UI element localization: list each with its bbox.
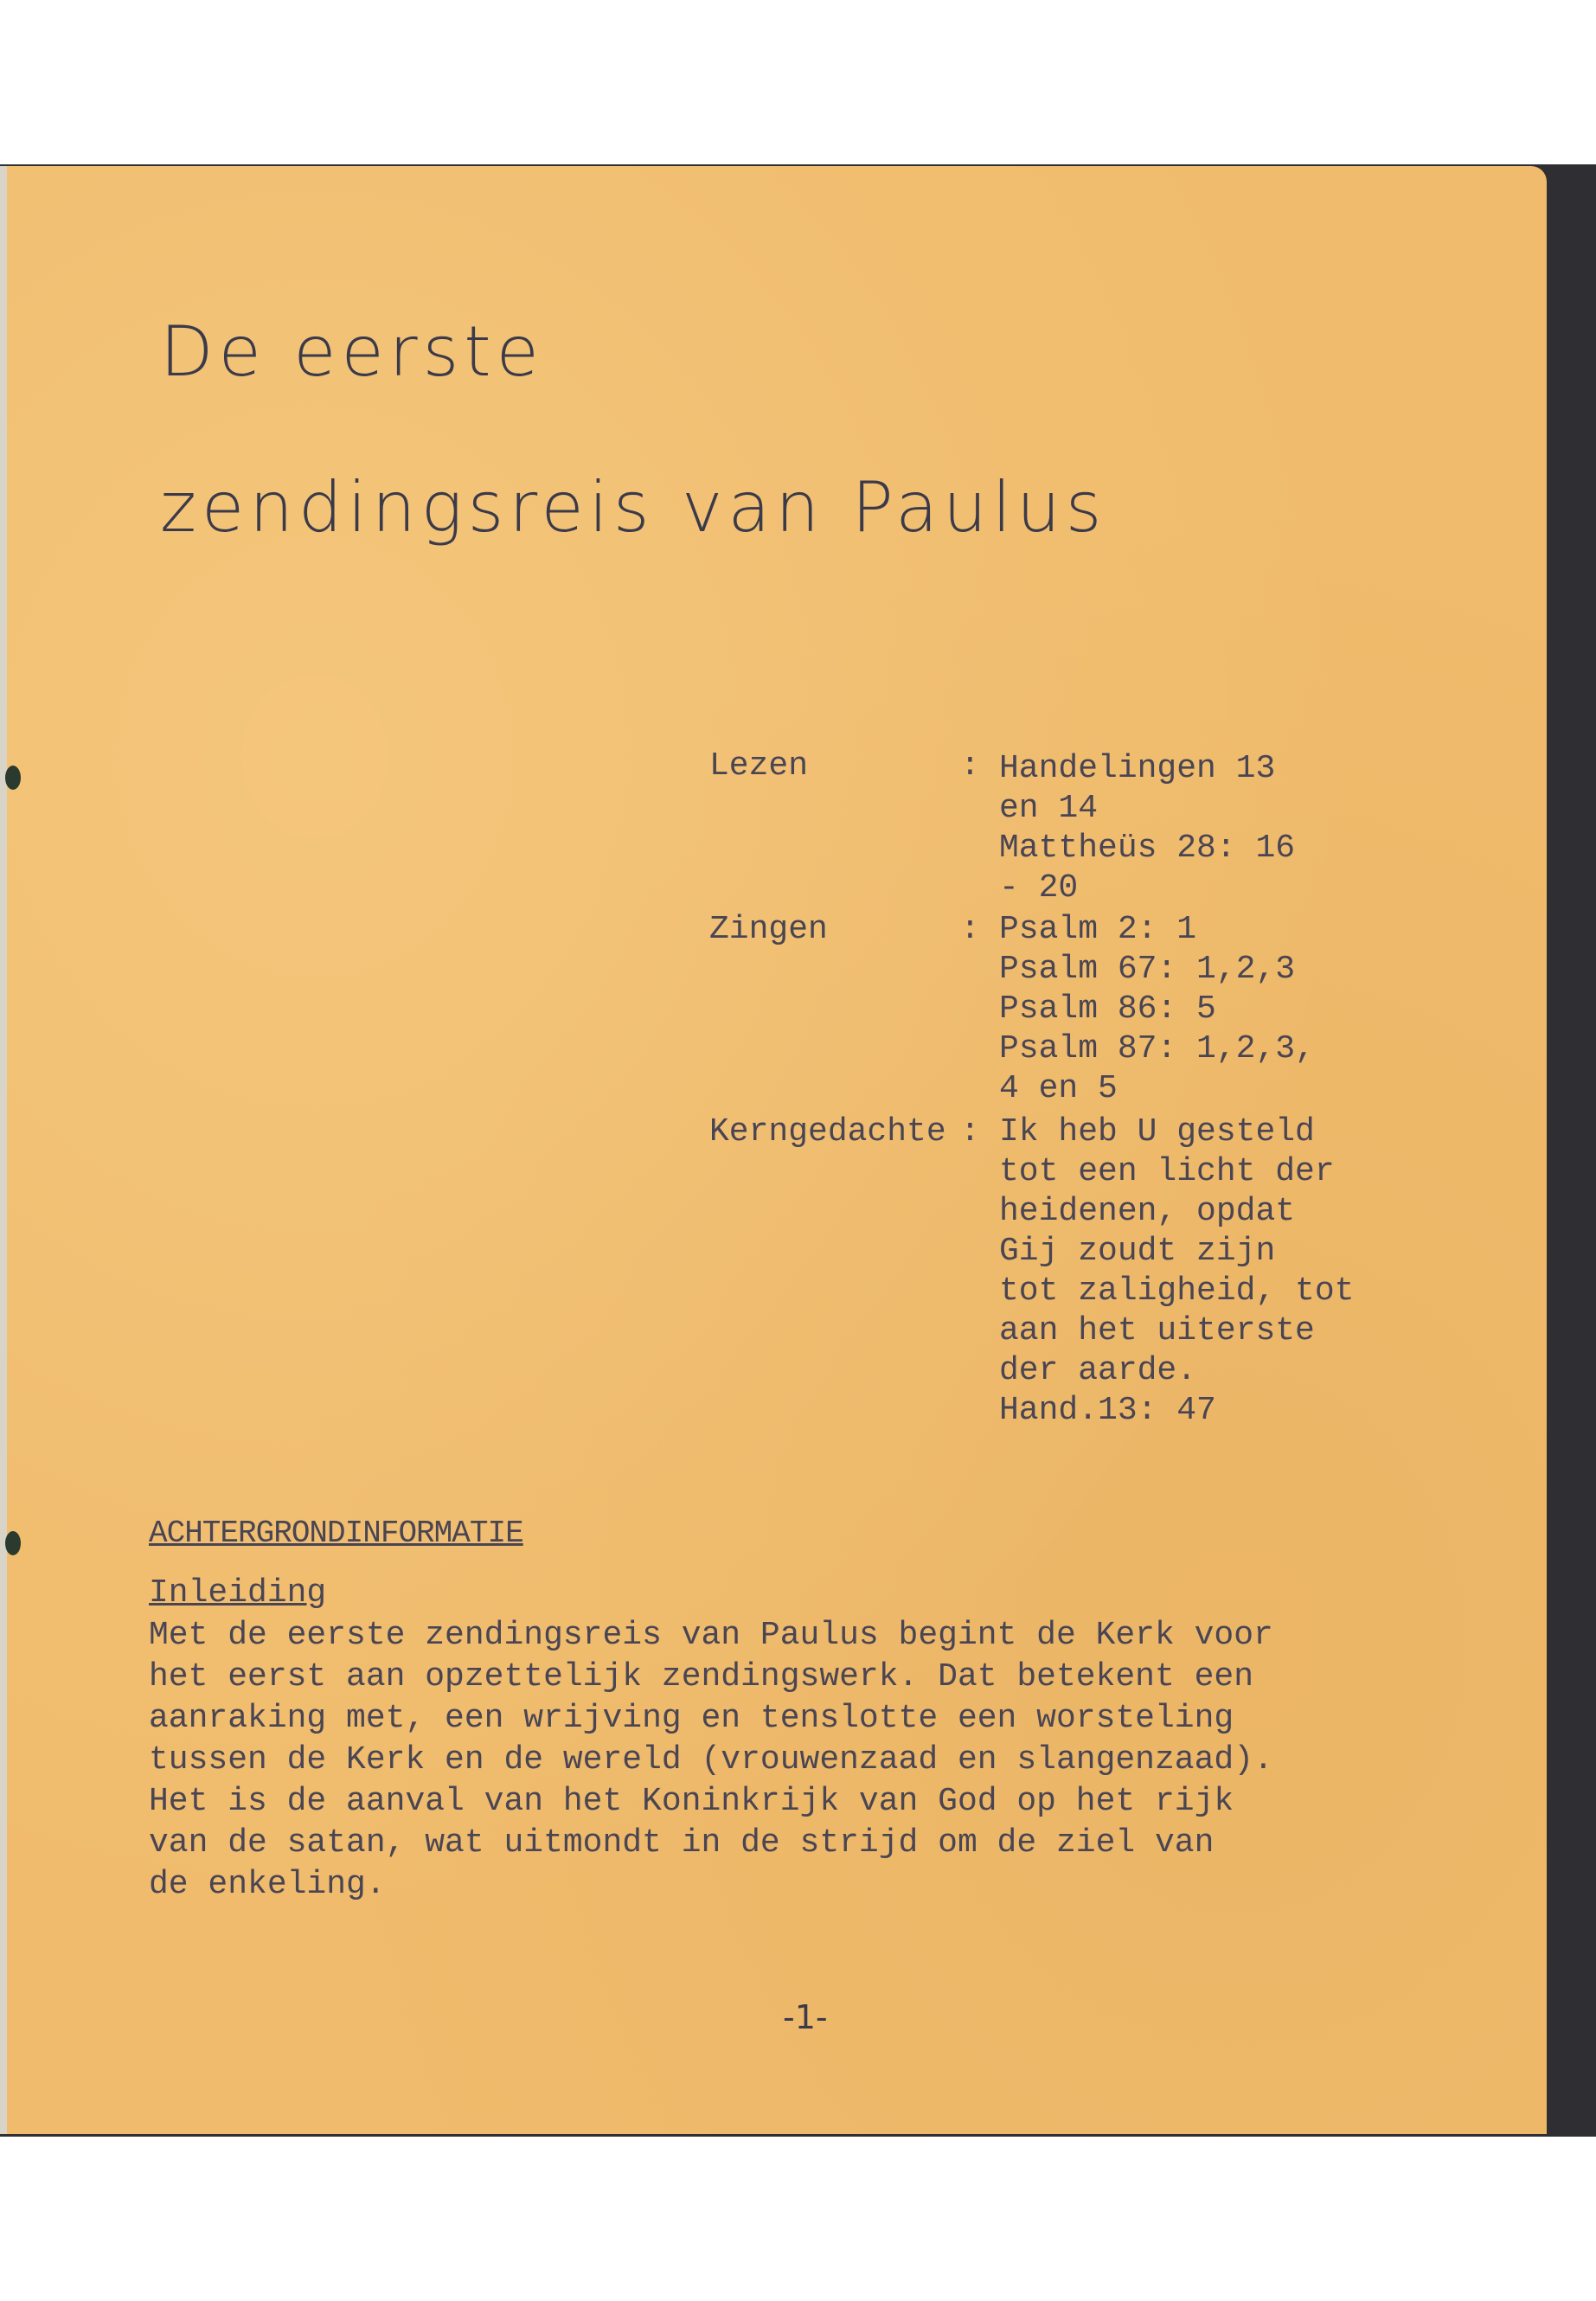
intro-paragraph	[149, 1615, 1377, 1906]
meta-line: - 20	[999, 869, 1079, 907]
paragraph-line: van de satan, wat uitmondt in de strijd om de ziel van	[149, 1824, 1215, 1862]
punch-hole-bottom	[5, 1531, 21, 1555]
sub-heading: Inleiding	[149, 1574, 327, 1612]
meta-line: Handelingen 13	[999, 750, 1276, 787]
meta-line: Psalm 67: 1,2,3	[999, 951, 1296, 988]
meta-value-zingen	[999, 910, 1315, 1109]
paragraph-line: Het is de aanval van het Koninkrijk van God op het rijk	[149, 1783, 1234, 1820]
page-number: -1-	[783, 1998, 828, 2036]
paragraph-line: tussen de Kerk en de wereld (vrouwenzaad en slangenzaad).	[149, 1741, 1273, 1779]
meta-colon: :	[960, 911, 980, 948]
meta-line: tot een licht der	[999, 1153, 1335, 1190]
meta-value-kerngedachte	[999, 1112, 1354, 1431]
meta-line: Gij zoudt zijn	[999, 1233, 1276, 1270]
paragraph-line: aanraking met, een wrijving en tenslotte een worsteling	[149, 1700, 1234, 1737]
paragraph-line: het eerst aan opzettelijk zendingswerk. Dat betekent een	[149, 1658, 1254, 1695]
meta-line: Psalm 86: 5	[999, 990, 1216, 1028]
paragraph-line: de enkeling.	[149, 1866, 386, 1903]
meta-line: Ik heb U gesteld	[999, 1113, 1315, 1150]
meta-line: 4 en 5	[999, 1070, 1118, 1107]
meta-label-kerngedachte: Kerngedachte	[709, 1113, 946, 1150]
meta-line: der aarde.	[999, 1352, 1197, 1389]
meta-line: en 14	[999, 790, 1099, 827]
meta-line: heidenen, opdat	[999, 1193, 1296, 1230]
meta-line: Hand.13: 47	[999, 1392, 1216, 1429]
meta-line: Psalm 87: 1,2,3,	[999, 1030, 1315, 1067]
meta-value-lezen	[999, 749, 1295, 908]
meta-label-zingen: Zingen	[709, 911, 828, 948]
meta-line: Mattheüs 28: 16	[999, 830, 1296, 867]
section-heading: ACHTERGRONDINFORMATIE	[149, 1516, 523, 1551]
meta-colon: :	[960, 1113, 980, 1150]
meta-line: tot zaligheid, tot	[999, 1272, 1355, 1310]
page-title-line-2: zendingsreis van Paulus	[160, 467, 1107, 548]
page-title-line-1: De eerste	[160, 311, 544, 392]
paragraph-line: Met de eerste zendingsreis van Paulus begint de Kerk voor	[149, 1617, 1273, 1654]
meta-line: aan het uiterste	[999, 1312, 1315, 1349]
meta-colon: :	[960, 747, 980, 785]
punch-hole-top	[5, 766, 21, 790]
meta-line: Psalm 2: 1	[999, 911, 1197, 948]
meta-label-lezen: Lezen	[709, 747, 809, 785]
